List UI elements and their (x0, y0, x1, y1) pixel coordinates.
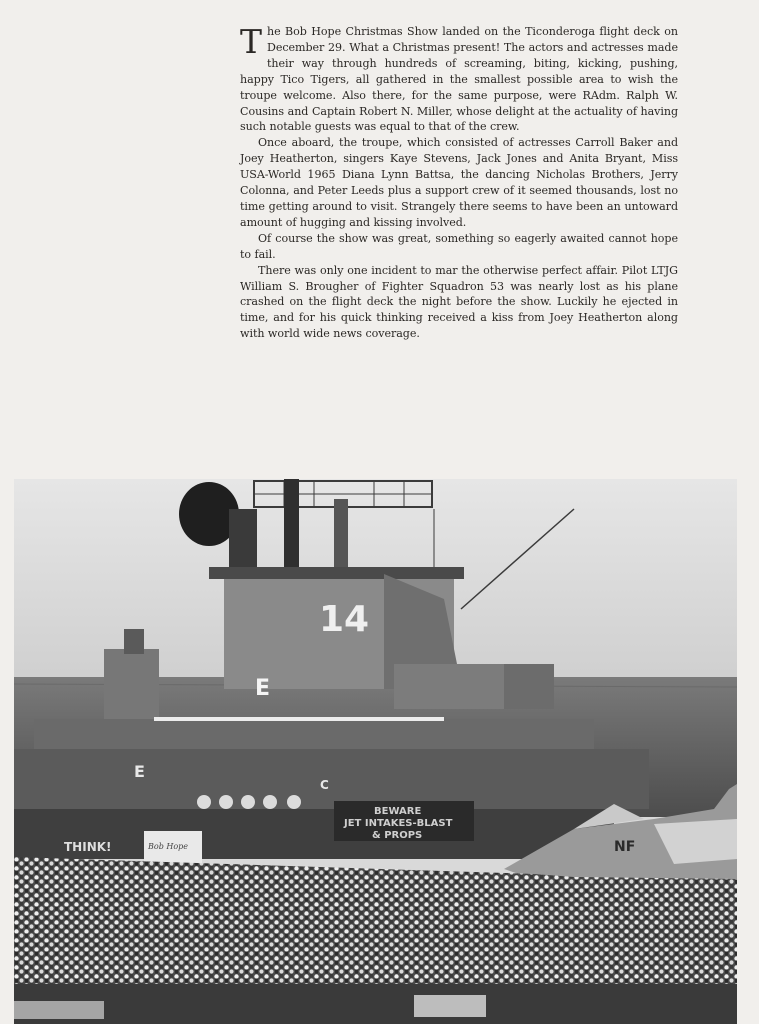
hangar-gallery (14, 749, 649, 809)
carrier-flight-deck-photo (14, 479, 737, 1024)
island-letter-e: E (255, 676, 271, 701)
article-paragraph-3: Of course the show was great, something so eagerly awaited cannot hope to fail. (240, 231, 678, 261)
flight-deck (14, 984, 737, 1024)
upper-gallery (34, 719, 594, 749)
warning-sign-line-2: JET INTAKES-BLAST (344, 818, 453, 829)
drop-cap: T (240, 22, 262, 61)
deck-sign-think: THINK! (64, 840, 112, 854)
stage-banner: Bob Hope (148, 842, 189, 851)
article-paragraph-1 (240, 24, 678, 135)
mast (284, 479, 299, 577)
photo-illustration (14, 479, 737, 1024)
paragraph-1-text: he Bob Hope Christmas Show landed on the Ticonderoga flight deck on December 29. What a Christmas present! The actors and actresses made their way through hundreds of screaming, biting, kicking, pushing, happy Tico Tigers, all gathered in the smallest possible area to wish the troupe welcome. Also there, for the same purpose, were RAdm. Ralph W. Cousins and Captain Robert N. Miller, whose delight at the actuality of having such notable guests was equal to that of the crew. (240, 25, 678, 134)
aircraft-tail-code: NF (614, 839, 636, 855)
gallery-letter-c: C (320, 778, 329, 792)
hull-number: 14 (319, 599, 370, 640)
warning-sign-line-1: BEWARE (374, 806, 422, 817)
article-paragraph-4: There was only one incident to mar the otherwise perfect affair. Pilot LTJG William S. Brougher of Fighter Squadron 53 was nearly lost as his plane crashed on the flight deck the night before the show. Luckily he ejected in time, and for his quick thinking received a kiss from Joey Heatherton along with world wide news coverage. (240, 263, 678, 341)
gallery-letter-e: E (134, 762, 145, 781)
article-paragraph-2: Once aboard, the troupe, which consisted of actresses Carroll Baker and Joey Heatherton, singers Kaye Stevens, Jack Jones and Anita Bryant, Miss USA-World 1965 Diana Lynn Battsa, the dancing Nicholas Brothers, Jerry Colonna, and Peter Leeds plus a support crew of it seemed thousands, lost no time getting around to visit. Strangely there seems to have been an untoward amount of hugging and kissing involved. (240, 136, 678, 229)
warning-sign-line-3: & PROPS (372, 830, 423, 841)
article-text (240, 24, 678, 342)
